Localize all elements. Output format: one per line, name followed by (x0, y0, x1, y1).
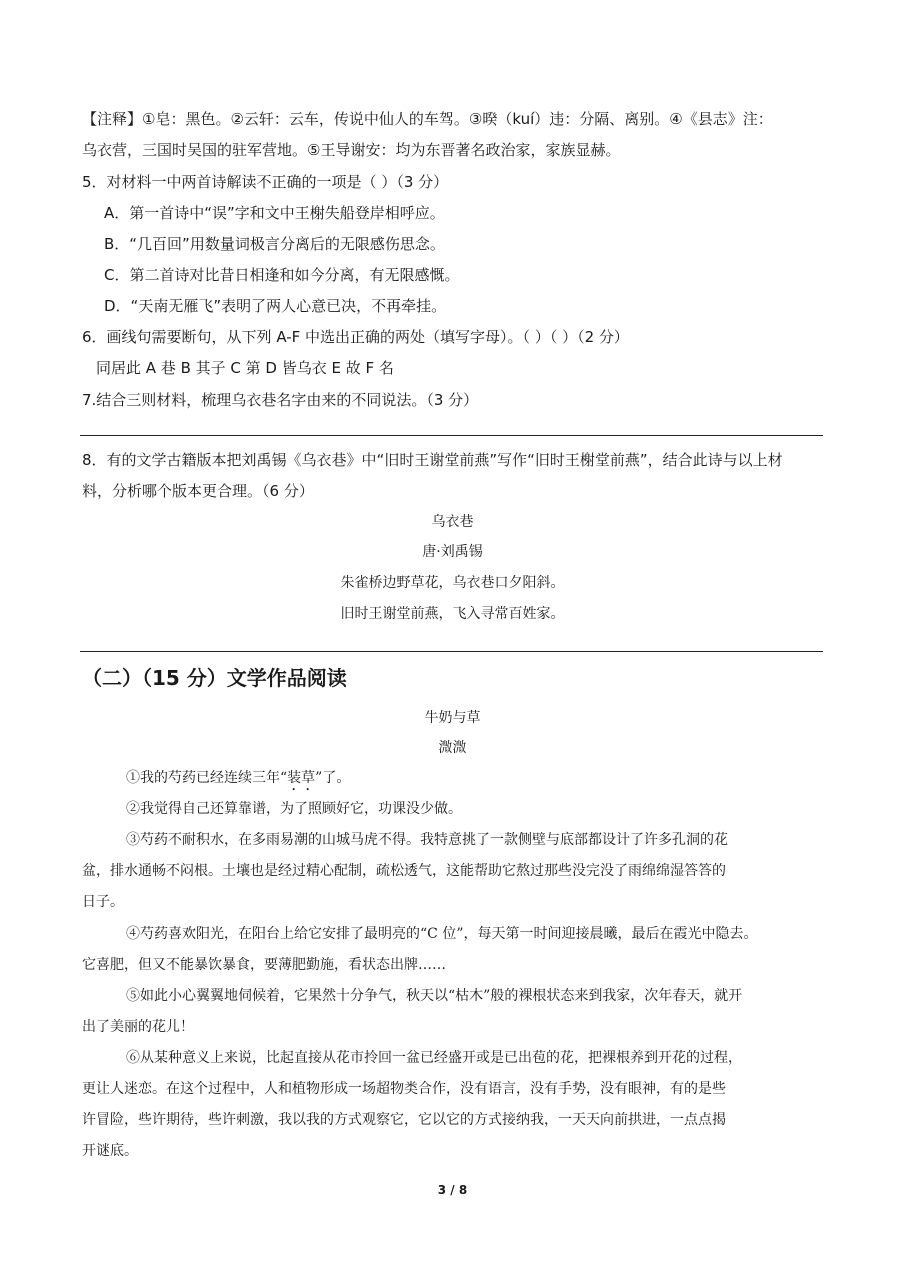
question-5-option-c: C．第二首诗对比昔日相逢和如今分离，有无限感慨。 (104, 266, 460, 284)
essay-author: 溦溦 (438, 740, 467, 756)
annotation-line: 乌衣营，三国时吴国的驻军营地。⑤王导谢安：均为东晋著名政治家，家族显赫。 (82, 141, 621, 159)
question-8-line: 8．有的文学古籍版本把刘禹锡《乌衣巷》中“旧时王谢堂前燕”写作“旧时王榭堂前燕”，结合此诗与以上材 (82, 451, 783, 469)
question-6-stem: 6．画线句需要断句，从下列 A-F 中选出正确的两处（填写字母）。（ ）（ ）（2 分） (82, 328, 629, 346)
poem-line: 朱雀桥边野草花，乌衣巷口夕阳斜。 (340, 575, 565, 591)
page-number: 3 / 8 (437, 1183, 468, 1197)
poem-title: 乌衣巷 (431, 514, 474, 530)
poem-author: 唐·刘禹锡 (422, 544, 483, 560)
question-6-sentence: 同居此 A 巷 B 其子 C 第 D 皆乌衣 E 故 F 名 (96, 359, 394, 377)
section-divider (80, 651, 823, 652)
paragraph-text: ”了。 (315, 770, 351, 786)
annotation-line: 【注释】①皂：黑色。②云轩：云车，传说中仙人的车驾。③暌（kuí）违：分隔、离别。④《县志》注： (82, 110, 773, 128)
essay-paragraph-4-line: 它喜肥，但又不能暴饮暴食，要薄肥勤施，看状态出牌…… (82, 957, 446, 973)
question-5-option-d: D．“天南无雁飞”表明了两人心意已决，不再牵挂。 (104, 297, 447, 315)
essay-paragraph-5-line: ⑤如此小心翼翼地伺候着，它果然十分争气，秋天以“枯木”般的裸根状态来到我家，次年春天，就开 (126, 988, 743, 1004)
paragraph-text: ①我的芍药已经连续三年“ (126, 770, 288, 786)
essay-paragraph-6-line: ⑥从某种意义上来说，比起直接从花市拎回一盆已经盛开或是已出苞的花，把裸根养到开花的过程， (126, 1050, 742, 1066)
emphasized-word: 装草 (287, 770, 316, 786)
essay-paragraph-6-line: 更让人迷恋。在这个过程中，人和植物形成一场超物类合作，没有语言，没有手势，没有眼神，有的是些 (82, 1081, 726, 1097)
question-8-line: 料，分析哪个版本更合理。（6 分） (82, 482, 314, 500)
question-5-option-b: B．“几百回”用数量词极言分离后的无限感伤思念。 (104, 235, 445, 253)
question-5-stem: 5．对材料一中两首诗解读不正确的一项是（ ）（3 分） (82, 173, 449, 191)
section-heading: （二）（15 分）文学作品阅读 (82, 666, 347, 690)
essay-paragraph-6-line: 许冒险，些许期待，些许刺激，我以我的方式观察它，它以它的方式接纳我，一天天向前拱进，一点点揭 (82, 1112, 726, 1128)
essay-paragraph-1 (126, 768, 350, 794)
question-5-option-a: A．第一首诗中“误”字和文中王榭失船登岸相呼应。 (104, 204, 445, 222)
essay-paragraph-5-line: 出了美丽的花儿！ (82, 1019, 194, 1035)
essay-paragraph-3-line: 盆，排水通畅不闷根。土壤也是经过精心配制，疏松透气，这能帮助它熬过那些没完没了雨绵绵湿答答的 (82, 863, 726, 879)
essay-paragraph-4-line: ④芍药喜欢阳光，在阳台上给它安排了最明亮的“C 位”，每天第一时间迎接晨曦，最后在霞光中隐去。 (126, 926, 758, 942)
essay-paragraph-6-line: 开谜底。 (82, 1143, 138, 1159)
essay-title: 牛奶与草 (424, 710, 481, 726)
essay-paragraph-2: ②我觉得自己还算靠谱，为了照顾好它，功课没少做。 (126, 801, 462, 817)
answer-line-divider (80, 435, 823, 436)
poem-line: 旧时王谢堂前燕，飞入寻常百姓家。 (340, 606, 565, 622)
essay-paragraph-3-line: 日子。 (82, 894, 124, 910)
essay-paragraph-3-line: ③芍药不耐积水，在多雨易潮的山城马虎不得。我特意挑了一款侧壁与底部都设计了许多孔洞的花 (126, 832, 728, 848)
question-7-stem: 7.结合三则材料，梳理乌衣巷名字由来的不同说法。（3 分） (82, 391, 479, 409)
